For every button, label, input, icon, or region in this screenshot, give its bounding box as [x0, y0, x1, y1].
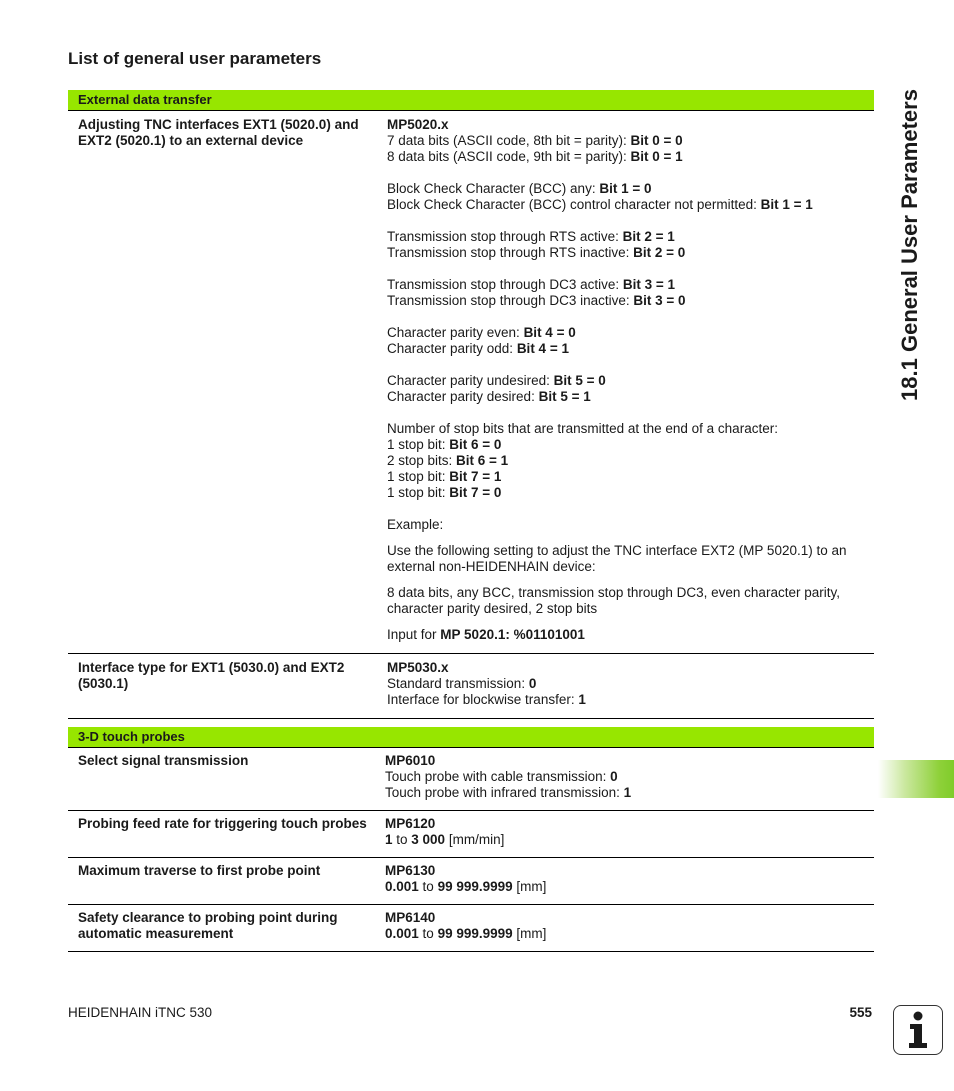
value-bold: MP 5020.1: %01101001 [440, 627, 585, 642]
value-text: Standard transmission: [387, 676, 529, 691]
parameter-row [68, 811, 874, 858]
text-line [385, 879, 864, 895]
value-bold: Bit 0 = 1 [630, 149, 683, 164]
parameter-row [68, 654, 874, 719]
value-bold: Bit 6 = 1 [456, 453, 509, 468]
value-text: 8 data bits (ASCII code, 9th bit = parity): [387, 149, 631, 164]
value-text: 2 stop bits: [387, 453, 457, 468]
value-bold: Bit 5 = 1 [538, 389, 591, 404]
value-text: Transmission stop through DC3 active: [387, 277, 623, 292]
parameter-option-group [385, 926, 864, 942]
text-line [387, 627, 864, 643]
text-line [387, 437, 864, 453]
value-text: 8 data bits, any BCC, transmission stop through DC3, even character parity, character parity desired, 2 stop bits [387, 585, 840, 616]
value-text: Character parity desired: [387, 389, 539, 404]
value-bold: Bit 6 = 0 [449, 437, 502, 452]
value-bold: 1 [623, 785, 632, 800]
text-line [387, 133, 864, 149]
value-bold: Bit 3 = 1 [622, 277, 676, 292]
parameter-option-group [387, 421, 864, 501]
value-bold: Bit 7 = 1 [449, 469, 502, 484]
value-text: Transmission stop through RTS active: [387, 229, 623, 244]
parameter-value [387, 117, 874, 643]
value-text: Number of stop bits that are transmitted at the end of a character: [387, 421, 778, 436]
value-text: Touch probe with cable transmission: [385, 769, 611, 784]
text-line [385, 785, 864, 801]
value-bold: 0 [610, 769, 618, 784]
value-text: Interface for blockwise transfer: [387, 692, 579, 707]
value-bold: 0.001 [385, 879, 419, 894]
parameter-option-group [387, 676, 864, 708]
parameter-label: Select signal transmission [78, 753, 249, 768]
chapter-side-title: 18.1 General User Parameters [897, 89, 922, 401]
parameter-label: Maximum traverse to first probe point [78, 863, 321, 878]
parameter-option-group [385, 832, 864, 848]
footer-product: HEIDENHAIN iTNC 530 [68, 1005, 213, 1020]
value-text: 1 stop bit: [387, 469, 450, 484]
text-line [387, 469, 864, 485]
text-line [387, 585, 864, 617]
text-line [387, 181, 864, 197]
parameter-code: MP6010 [385, 753, 436, 768]
text-line [387, 485, 864, 501]
value-text: Transmission stop through DC3 inactive: [387, 293, 634, 308]
text-line [387, 293, 864, 309]
section-external-data-transfer [68, 90, 874, 719]
text-line [387, 229, 864, 245]
value-text: to [418, 926, 438, 941]
parameter-code: MP6120 [385, 816, 436, 831]
parameter-label: Adjusting TNC interfaces EXT1 (5020.0) and EXT2 (5020.1) to an external device [78, 117, 359, 148]
value-bold: 3 000 [411, 832, 446, 847]
parameter-option-group [387, 325, 864, 357]
text-line [385, 832, 864, 848]
value-bold: Bit 5 = 0 [553, 373, 606, 388]
value-text: Character parity odd: [387, 341, 517, 356]
parameter-option-group [387, 133, 864, 165]
value-text: 1 stop bit: [387, 437, 450, 452]
text-line [387, 341, 864, 357]
value-text: Use the following setting to adjust the TNC interface EXT2 (MP 5020.1) to an external non-HEIDENHAIN device: [387, 543, 847, 574]
value-bold: Bit 7 = 0 [449, 485, 502, 500]
value-bold: 1 [385, 832, 393, 847]
parameter-code: MP5020.x [387, 117, 449, 132]
parameter-row [68, 858, 874, 905]
value-text: Input for [387, 627, 441, 642]
parameter-option-group [387, 373, 864, 405]
parameter-row [68, 905, 874, 952]
parameter-option-group [385, 879, 864, 895]
parameter-label: Safety clearance to probing point during automatic measurement [78, 910, 338, 941]
text-line [387, 517, 864, 533]
value-bold: Bit 1 = 1 [760, 197, 813, 212]
text-line [387, 421, 864, 437]
value-bold: 99 999.9999 [437, 926, 513, 941]
text-line [387, 389, 864, 405]
text-line [387, 245, 864, 261]
value-text: 7 data bits (ASCII code, 8th bit = parity): [387, 133, 631, 148]
text-line [387, 373, 864, 389]
value-bold: Bit 4 = 0 [523, 325, 576, 340]
value-bold: 1 [578, 692, 586, 707]
parameter-option-group [385, 769, 864, 801]
value-text: to [418, 879, 438, 894]
value-text: Character parity undesired: [387, 373, 554, 388]
parameter-row [68, 748, 874, 811]
value-bold: Bit 2 = 0 [633, 245, 686, 260]
text-line [387, 325, 864, 341]
value-text: Example: [387, 517, 444, 532]
parameter-option-group [387, 229, 864, 261]
parameter-note [387, 585, 864, 617]
value-bold: Bit 3 = 0 [633, 293, 686, 308]
text-line [387, 149, 864, 165]
text-line [385, 769, 864, 785]
parameter-code: MP6130 [385, 863, 436, 878]
parameter-value [385, 753, 874, 801]
info-icon [893, 1005, 943, 1055]
value-text: Transmission stop through RTS inactive: [387, 245, 634, 260]
value-bold: 0.001 [385, 926, 419, 941]
parameter-note [387, 543, 864, 575]
text-line [387, 692, 864, 708]
section-touch-probes [68, 727, 874, 952]
parameter-option-group [387, 277, 864, 309]
parameter-option-group [387, 181, 864, 213]
parameter-row [68, 111, 874, 654]
text-line [387, 543, 864, 575]
value-text: Block Check Character (BCC) any: [387, 181, 600, 196]
text-line [387, 277, 864, 293]
value-bold: 0 [528, 676, 537, 691]
chapter-tab-marker [878, 760, 954, 798]
value-text: [mm] [512, 926, 547, 941]
value-bold: Bit 4 = 1 [516, 341, 569, 356]
text-line [385, 926, 864, 942]
parameter-value [385, 816, 874, 848]
value-text: Character parity even: [387, 325, 524, 340]
parameter-code: MP6140 [385, 910, 436, 925]
value-text: [mm/min] [445, 832, 505, 847]
value-text: [mm] [512, 879, 547, 894]
text-line [387, 197, 864, 213]
value-text: Block Check Character (BCC) control character not permitted: [387, 197, 761, 212]
value-bold: Bit 1 = 0 [599, 181, 652, 196]
value-text: to [392, 832, 412, 847]
parameter-value [387, 660, 874, 708]
page-title: List of general user parameters [68, 49, 322, 68]
value-bold: 99 999.9999 [437, 879, 513, 894]
text-line [387, 453, 864, 469]
value-text: 1 stop bit: [387, 485, 450, 500]
text-line [387, 676, 864, 692]
value-bold: Bit 0 = 0 [630, 133, 683, 148]
value-text: Touch probe with infrared transmission: [385, 785, 624, 800]
parameter-value [385, 910, 874, 942]
section-heading: External data transfer [68, 90, 874, 111]
section-heading: 3-D touch probes [68, 727, 874, 748]
parameter-value [385, 863, 874, 895]
parameter-note [387, 627, 864, 643]
parameter-label: Interface type for EXT1 (5030.0) and EXT2 (5030.1) [78, 660, 345, 691]
parameter-code: MP5030.x [387, 660, 449, 675]
parameter-note [387, 517, 864, 533]
parameter-label: Probing feed rate for triggering touch probes [78, 816, 367, 831]
value-bold: Bit 2 = 1 [622, 229, 675, 244]
page-number: 555 [849, 1005, 872, 1020]
